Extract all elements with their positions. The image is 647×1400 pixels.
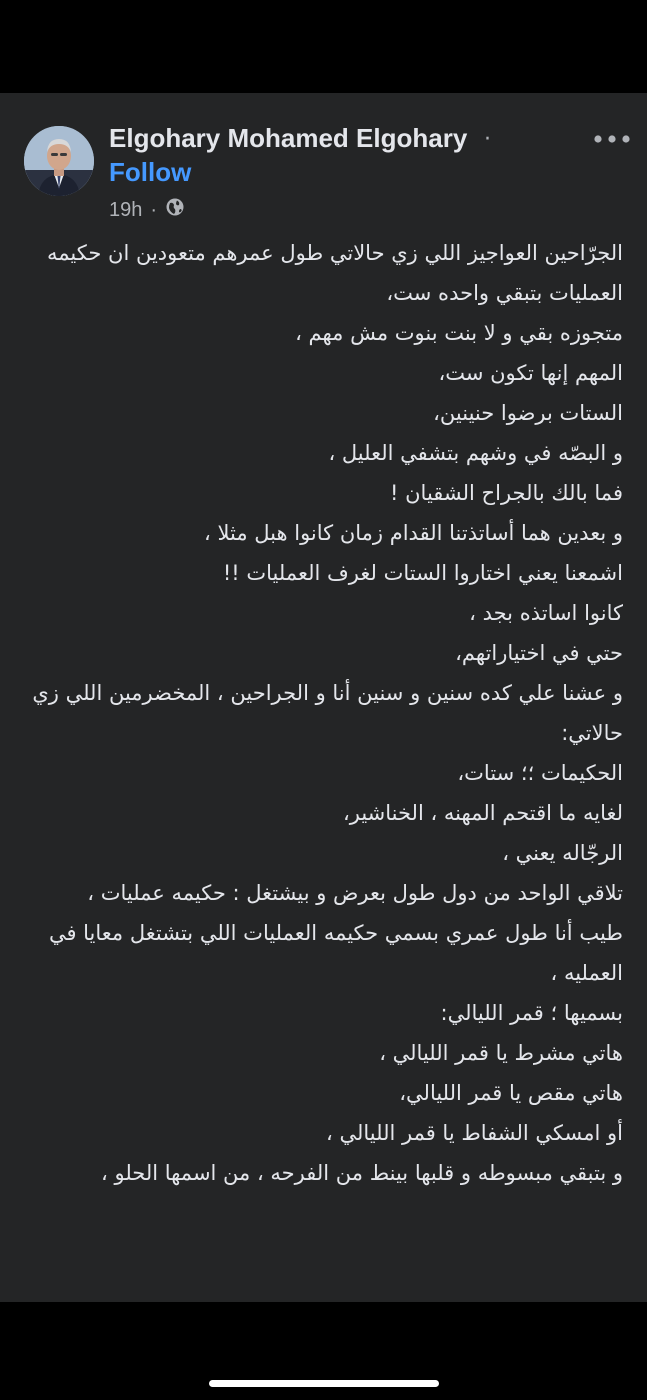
name-separator: ·: [484, 127, 491, 152]
post-line: حتي في اختياراتهم،: [455, 641, 623, 665]
more-options-button[interactable]: [588, 125, 636, 153]
post-line: أو امسكي الشفاط يا قمر الليالي ،: [326, 1121, 623, 1145]
post-line: الحكيمات ؛؛ ستات،: [457, 761, 623, 785]
avatar[interactable]: [24, 126, 94, 196]
avatar-image: [24, 126, 94, 196]
post-line: كانوا اساتذه بجد ،: [469, 601, 623, 625]
post-line: هاتي مشرط يا قمر الليالي ،: [379, 1041, 623, 1065]
post-line: لغايه ما اقتحم المهنه ، الخناشير،: [342, 801, 623, 825]
post-line: متجوزه بقي و لا بنت بنوت مش مهم ،: [295, 321, 623, 345]
post-line: تلاقي الواحد من دول طول بعرض و بيشتغل : حكيمه عمليات ،: [87, 881, 623, 905]
post-line: اشمعنا يعني اختاروا الستات لغرف العمليات !!: [222, 561, 623, 585]
author-name[interactable]: Elgohary Mohamed Elgohary: [109, 123, 468, 153]
post-line: و بعدين هما أساتذتنا القدام زمان كانوا هبل مثلا ،: [204, 521, 623, 545]
post-line: بسميها ؛ قمر الليالي:: [440, 1001, 623, 1025]
home-indicator[interactable]: [209, 1380, 439, 1387]
post-meta: [109, 195, 185, 225]
post-line: و عشنا علي كده سنين و سنين أنا و الجراحين ، المخضرمين اللي زي حالاتي:: [32, 681, 623, 745]
follow-button[interactable]: Follow: [109, 157, 192, 187]
post-line: هاتي مقص يا قمر الليالي،: [399, 1081, 623, 1105]
more-options-icon: [592, 134, 632, 144]
post-body-text: [18, 233, 623, 1193]
post-line: و بتبقي مبسوطه و قلبها بينط من الفرحه ، من اسمها الحلو ،: [101, 1161, 623, 1185]
post-timestamp[interactable]: 19h: [109, 198, 143, 221]
post-line: الرجّاله يعني ،: [502, 841, 623, 865]
meta-separator: ·: [150, 198, 158, 221]
post-line: المهم إنها تكون ست،: [438, 361, 623, 385]
status-bar-area: [0, 0, 647, 93]
post-line: طيب أنا طول عمري بسمي حكيمه العمليات اللي بتشتغل معايا في العمليه ،: [48, 921, 623, 985]
post-line: فما بالك بالجراح الشقيان !: [390, 481, 623, 505]
post-line: الجرّاحين العواجيز اللي زي حالاتي طول عمرهم متعودين ان حكيمه العمليات بتبقي واحده ست،: [47, 241, 623, 305]
post-line: الستات برضوا حنينين،: [433, 401, 623, 425]
post-card: [0, 93, 647, 1302]
globe-icon: [165, 197, 185, 223]
post-line: و البصّه في وشهم بتشفي العليل ،: [328, 441, 623, 465]
